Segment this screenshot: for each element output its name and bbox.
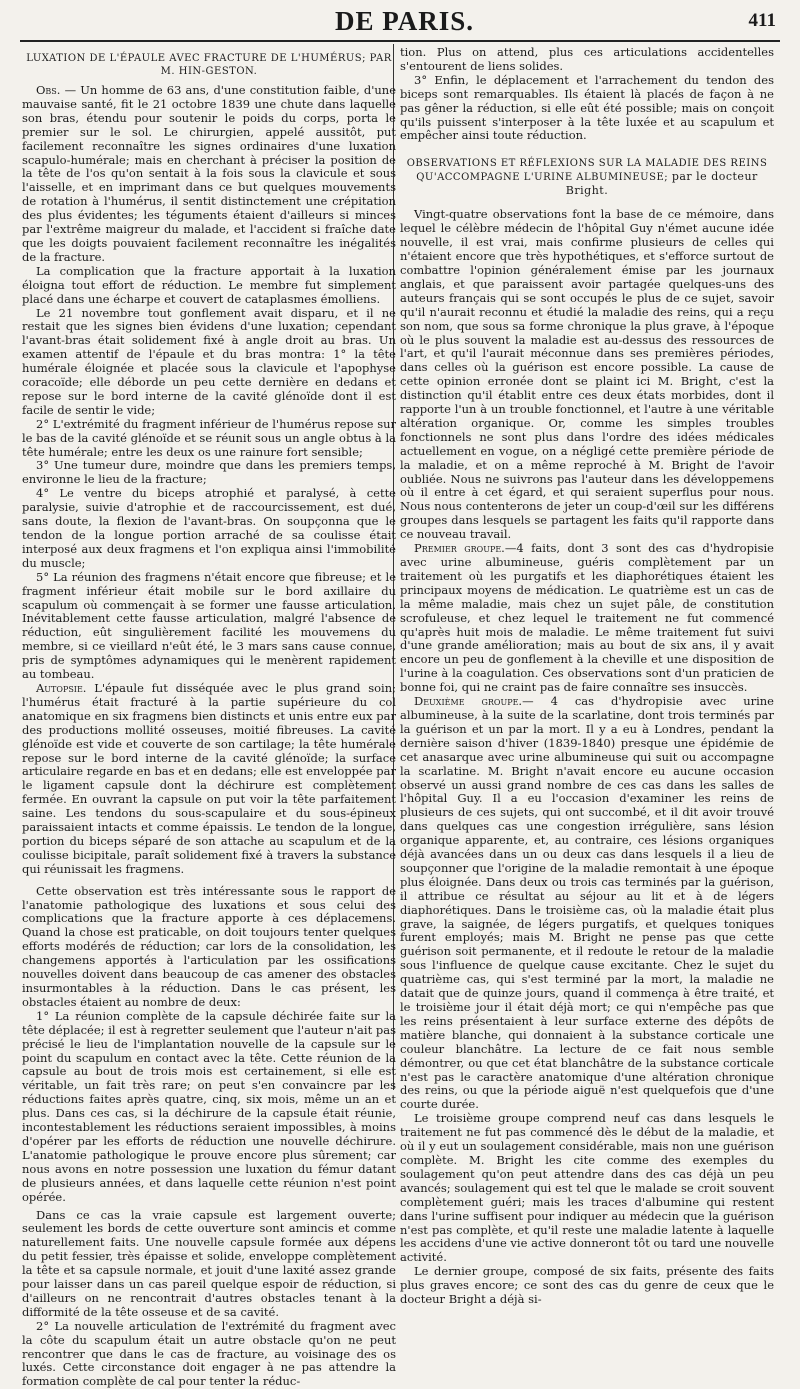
autopsie-text: L'épaule fut disséquée avec le plus grand soin; l'humérus était fracturé à la partie supérieure du col anatomique en six fragmens bien distincts et unis entre eux par des productions mollité osseuses, moitié fibreuses. La cavité glénoïde est vide et couverte de son cartilage; la tête humérale repose sur le bord interne de la cavité glénoïde; la surface articulaire regarde en bas et en dedans; elle est enveloppée par le ligament capsule dont la déchirure est complètement fermée. En ouvrant la capsule on put voir la tête parfaitement saine. Les tendons du sous-scapulaire et du sous-épineux paraissaient intacts et comme épaissis. Le tendon de la longue, portion du biceps séparé de son attache au scapulum et de la coulisse bicipitale, paraît solidement fixé à travers la substance qui réunissait les fragmens. [22, 680, 397, 876]
paragraph: 3° Une tumeur dure, moindre que dans les premiers temps, environne le lieu de la fracture; [22, 458, 396, 487]
autopsie-label: Autopsie. [36, 680, 87, 695]
group-label: Deuxième groupe. [414, 694, 523, 709]
masthead-title: DE PARIS. [335, 6, 475, 36]
left-column [22, 46, 397, 1389]
group-label: Premier groupe. [414, 541, 505, 556]
paragraph: 1° La réunion complète de la capsule déchirée faite sur la tête déplacée; il est à regretter seulement que l'auteur n'ait pas précisé le lieu de l'implantation nouvelle de la capsule sur le point du scapulum en contact avec la tête. Cette réunion de la capsule au bout de trois mois est certainement, si elle est véritable, un fait très rare; on peut s'en convaincre par les réductions faites après quatre, cinq, six mois, même un an et plus. Dans ces cas, si la déchirure de la capsule était réunie, incontestablement les réductions seraient impossibles, à moins d'opérer par les efforts de réduction une nouvelle déchirure. L'anatomie pathologique le prouve encore plus sûrement; car nous avons en notre possession une luxation du fémur datant de plusieurs années, et dans laquelle cette réunion n'est point opérée. [22, 1008, 396, 1204]
right-column [400, 45, 774, 1307]
paragraph [22, 84, 396, 265]
page-number: 411 [748, 10, 776, 31]
heading-author: par le docteur Bright. [565, 170, 758, 198]
masthead-rule [20, 40, 780, 42]
paragraph: 3° Enfin, le déplacement et l'arrachement du tendon des biceps sont remarquables. Ils étaient là placés de façon à ne pas gêner la réduction, si elle eût été possible; mais on conçoit qu'ils puissent s'interposer à la tête luxée et au scapulum et empêcher ainsi toute réduction. [400, 72, 774, 143]
paragraph: Le troisième groupe comprend neuf cas dans lesquels le traitement ne fut pas commencé dès le début de la maladie, et où il y eut un soulagement considérable, mais non une guérison complète. M. Bright les cite comme des exemples du soulagement qu'on peut attendre dans des cas déjà un peu avancés; soulagement qui est tel que le malade se croit souvent complètement guéri; mais les traces d'albumine qui restent dans l'urine suffisent pour indiquer au médecin que la guérison n'est pas complète, et qu'il reste une maladie latente à laquelle les accidens d'une vie active donneront tôt ou tard une nouvelle activité. [400, 1111, 774, 1265]
paragraph [22, 682, 396, 877]
paragraph: tion. Plus on attend, plus ces articulations accidentelles s'entourent de liens solides. [400, 45, 774, 73]
paragraph: Le dernier groupe, composé de six faits, présente des faits plus graves encore; ce sont des cas du genre de ceux que le docteur Bright a déjà si- [400, 1264, 774, 1307]
masthead [0, 0, 800, 38]
article-heading-reins [400, 157, 774, 198]
article-heading-luxation: LUXATION DE L'ÉPAULE AVEC FRACTURE DE L'HUMÉRUS; PAR M. HIN-GESTON. [26, 53, 392, 77]
paragraph: Cette observation est très intéressante sous le rapport de l'anatomie pathologique des luxations et sous celui des complications que la fracture apporte à ces déplacemens. Quand la chose est praticable, on doit toujours tenter quelques efforts modérés de réduction; car lors de la consolidation, les changemens apportés à l'articulation par les ossifications nouvelles doivent dans beaucoup de cas amener des obstacles insurmontables à la réduction. Dans le cas présent, les obstacles étaient au nombre de deux: [22, 883, 396, 1009]
group-text: —4 faits, dont 3 sont des cas d'hydropisie avec urine albumineuse, guéris complètement par un traitement où les purgatifs et les diaphorétiques étaient les principaux moyens de médication. Le quatrième est un cas de la même maladie, mais chez un sujet pâle, de constitution scrofuleuse, et chez lequel le traitement ne fut commencé qu'après huit mois de maladie. Le même traitement fut suivi d'une grande amélioration; mais au bout de six ans, il y avait encore un peu de gonflement à la cheville et une disposition de l'urine à la coagulation. Ces observations sont d'un praticien de bonne foi, qui ne craint pas de faire connaître ses insuccès. [400, 541, 774, 695]
paragraph: 2° La nouvelle articulation de l'extrémité du fragment avec la côte du scapulum était un autre obstacle qu'on ne peut rencontrer que dans le cas de fracture, au voisinage des os luxés. Cette circonstance doit engager à ne pas attendre la formation complète de cal pour tenter la réduc- [22, 1318, 396, 1389]
paragraph: 2° L'extrémité du fragment inférieur de l'humérus repose sur le bas de la cavité glénoïde et se réunit sous un angle obtus à la tête humérale; entre les deux os une rainure fort sensible; [22, 416, 396, 459]
paragraph: 5° La réunion des fragmens n'était encore que fibreuse; et le fragment inférieur était mobile sur le bord axillaire du scapulum où commençait à se former une fausse articulation. Inévitablement cette fausse articulation, malgré l'absence de réduction, eût singulièrement facilité les mouvemens du membre, si ce vieillard n'eût été, le 3 mars sans cause connue, pris de symptômes adynamiques qui le menèrent rapidement au tombeau. [22, 569, 396, 682]
paragraph [400, 695, 774, 1112]
heading-text: OBSERVATIONS ET RÉFLEXIONS SUR LA MALADIE DES REINS QU'ACCOMPAGNE L'URINE ALBUMINEUSE; [406, 158, 768, 184]
spacer [400, 143, 774, 151]
paragraph: 4° Le ventre du biceps atrophié et paralysé, à cette paralysie, suivie d'atrophie et de raccourcissement, est dué, sans doute, la flexion de l'avant-bras. On soupçonna que le tendon de la longue portion arraché de sa coulisse était interposé aux deux fragmens et l'on expliqua ainsi l'immobilité du muscle; [22, 486, 396, 570]
obs-text: — Un homme de 63 ans, d'une constitution faible, d'une mauvaise santé, fit le 21 octobre 1839 une chute dans laquelle son bras, étendu pour soutenir le poids du corps, porta le premier sur le sol. Le chirurgien, appelé aussitôt, put facilement reconnaître les signes ordinaires d'une luxation scapulo-humérale; mais en cherchant à préciser la position de la tête de l'os qu'on sentait à la fois sous la clavicule et sous l'aisselle, et en imprimant dans ce but quelques mouvements de rotation à l'humérus, il sentit distinctement une crépitation des plus évidentes; les téguments étaient d'ailleurs si minces par l'extrême maigreur du malade, et l'accident si fraîche date que les doigts pouvaient facilement reconnaître les inégalités de la fracture. [22, 83, 396, 264]
paragraph: Vingt-quatre observations font la base de ce mémoire, dans lequel le célèbre médecin de l'hôpital Guy n'émet aucune idée nouvelle, il est vrai, mais confirme plusieurs de celles qui n'étaient encore que très hypothétiques, et s'efforce surtout de combattre l'opinion généralement émise par les journaux anglais, et que paraissent avoir partagée quelques-uns des auteurs français qui se sont occupés le plus de ce sujet, savoir qu'il n'aurait reconnu et étudié la maladie des reins, qui a reçu son nom, que sous sa forme chronique la plus grave, à l'époque où le plus souvent la maladie est au-dessus des ressources de l'art, et qu'il l'aurait méconnue dans ses premières périodes, dans celles où la guérison est encore possible. La cause de cette opinion erronée dont se plaint ici M. Bright, c'est la distinction qu'il établit entre ces deux états morbides, dont il rapporte l'un à un trouble fonctionnel, et l'autre à une véritable altération organique. Or, comme les simples troubles fonctionnels ne sont plus dans l'ordre des idées médicales actuellement en vogue, on a négligé cette première période de la maladie, et on a même reproché à M. Bright de l'avoir oubliée. Nous ne suivrons pas l'auteur dans les développemens où il entre à cet égard, et qui seraient superflus pour nous. Nous nous contenterons de jeter un coup-d'œil sur les différens groupes dans lesquels se partagent les faits qu'il rapporte dans ce nouveau travail. [400, 207, 774, 542]
paragraph: La complication que la fracture apportait à la luxation éloigna tout effort de réduction. Le membre fut simplement placé dans une écharpe et couvert de cataplasmes émolliens. [22, 263, 396, 306]
paragraph [400, 542, 774, 695]
paragraph: Dans ce cas la vraie capsule est largement ouverte; seulement les bords de cette ouverture sont amincis et comme naturellement faits. Une nouvelle capsule formée aux dépens du petit fessier, très épaisse et solide, enveloppe complètement la tête et sa capsule normale, et jouit d'une laxité assez grande pour laisser dans un cas pareil quelque espoir de réduction, si d'ailleurs on ne rencontrait d'autres obstacles tenant à la difformité de la tête osseuse et de sa cavité. [22, 1207, 396, 1319]
group-text: — 4 cas d'hydropisie avec urine albumineuse, à la suite de la scarlatine, dont trois terminés par la guérison et un par la mort. Il y a eu à Londres, pendant la dernière saison d'hiver (1839-1840) presque une épidémie de cet anasarque avec urine albumineuse qui suit ou accompagne la scarlatine. M. Bright n'avait encore eu aucune occasion observé un aussi grand nombre de ces cas dans les salles de l'hôpital Guy. Il a eu l'occasion d'examiner les reins de plusieurs de ces sujets, qui ont succombé, et il dit avoir trouvé dans quelques cas une congestion irrégulière, sans lésion organique apparente, et, au contraire, ces lésions organiques déjà avancées dans un ou deux cas dans lesquels il a lieu de soupçonner que l'origine de la maladie remontait à une époque plus éloignée. Dans deux ou trois cas terminés par la guérison, il attribue ce résultat au séjour au lit et à de légers diaphorétiques. Dans le troisième cas, où la maladie était plus grave, la saignée, de légers purgatifs, et quelques toniques furent employés; mais M. Bright ne pense pas que cette guérison soit permanente, et il redoute le retour de la maladie sous l'influence de quelque cause excitante. Chez le sujet du quatrième cas, qui s'est terminé par la mort, la maladie ne datait que de quinze jours, quand il commença à être traité, et le troisième jour il était déjà mort; ce qui n'empêche pas que les reins présentaient à leur surface externe des dépôts de matière blanche, qui donnaient à la substance corticale une couleur blanchâtre. La lecture de ce fait nous semble démontrer, ou que cet état blanchâtre de la substance corticale n'est pas le caractère anatomique d'une altération chronique des reins, ou que la période aiguë n'est quelquefois que d'une courte durée. [400, 694, 774, 1112]
obs-label: Obs. [36, 83, 61, 97]
paragraph: Le 21 novembre tout gonflement avait disparu, et il ne restait que les signes bien évidens d'une luxation; cependant l'avant-bras était solidement fixé à angle droit au bras. Un examen attentif de l'épaule et du bras montra: 1° la tête humérale éloignée et placée sous la clavicule et l'apophyse coracoïde; elle déborde un peu cette dernière en dedans et repose sur le bord interne de la cavité glénoïde dont il est facile de sentir le vide; [22, 305, 396, 417]
